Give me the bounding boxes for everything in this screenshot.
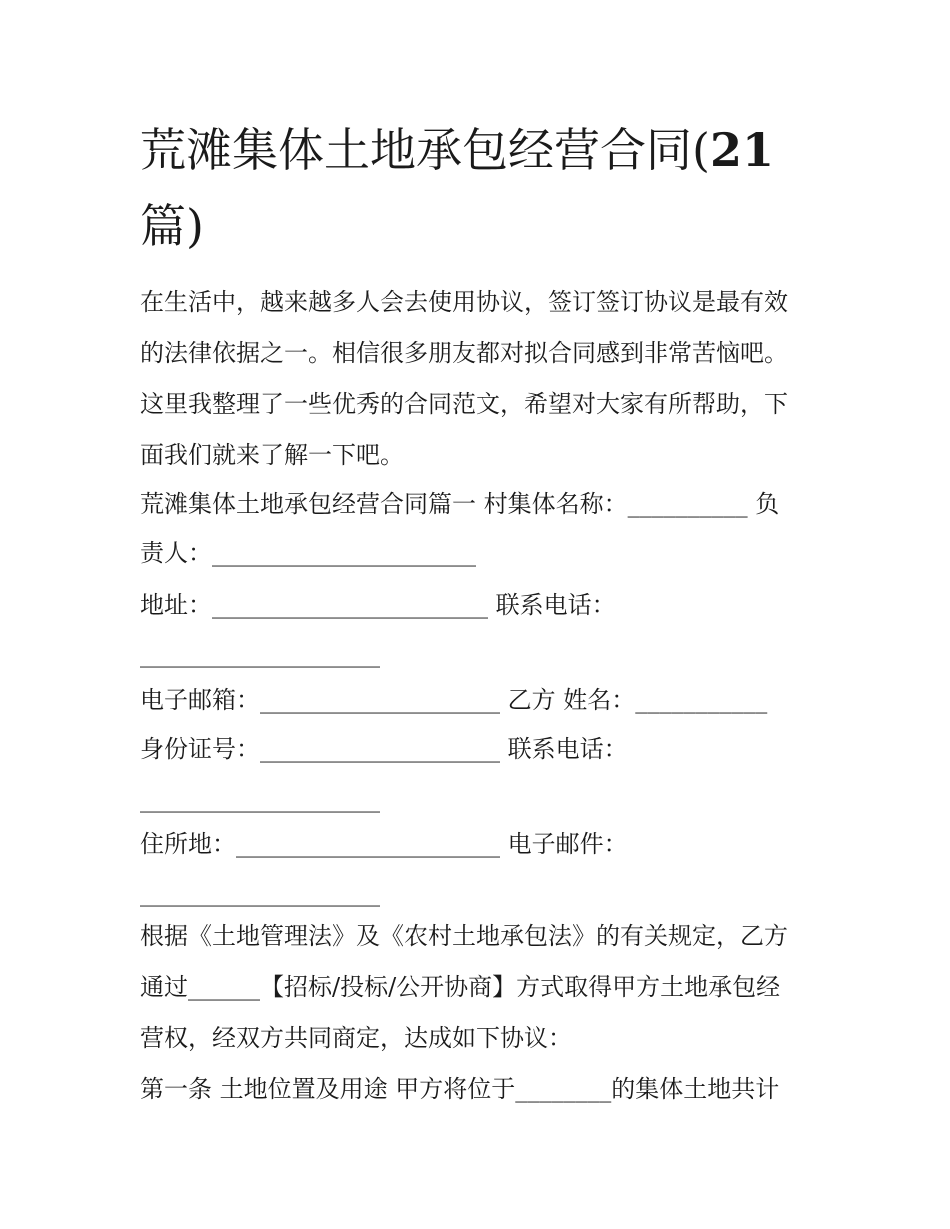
body-line: 通过______【招标/投标/公开协商】方式取得甲方土地承包经	[140, 973, 781, 1001]
body-line: 电子邮箱：____________________ 乙方 姓名：___________	[140, 686, 768, 714]
title-count: 21	[709, 123, 774, 177]
body-line: 荒滩集体土地承包经营合同篇一 村集体名称：__________ 负	[140, 490, 780, 518]
document-title	[140, 112, 830, 264]
title-main: 荒滩集体土地承包经营合同(	[140, 123, 710, 177]
title-end: 篇)	[140, 199, 204, 253]
body-line: ____________________	[140, 879, 380, 907]
body-line: 的法律依据之一。相信很多朋友都对拟合同感到非常苦恼吧。	[140, 339, 788, 367]
body-line: 地址：_______________________ 联系电话：	[140, 591, 616, 619]
body-line: 身份证号：____________________ 联系电话：	[140, 735, 628, 763]
body-line: ____________________	[140, 785, 380, 813]
body-line: 根据《土地管理法》及《农村土地承包法》的有关规定，乙方	[140, 922, 788, 950]
body-line: 责人：______________________	[140, 539, 476, 567]
body-line: 住所地：______________________ 电子邮件：	[140, 830, 628, 858]
body-line: ____________________	[140, 640, 380, 668]
body-line: 这里我整理了一些优秀的合同范文，希望对大家有所帮助，下	[140, 390, 788, 418]
body-line: 第一条 土地位置及用途 甲方将位于________的集体土地共计	[140, 1075, 780, 1103]
body-line: 面我们就来了解一下吧。	[140, 441, 404, 469]
body-line: 在生活中，越来越多人会去使用协议，签订签订协议是最有效	[140, 288, 788, 316]
body-line: 营权，经双方共同商定，达成如下协议：	[140, 1024, 572, 1052]
